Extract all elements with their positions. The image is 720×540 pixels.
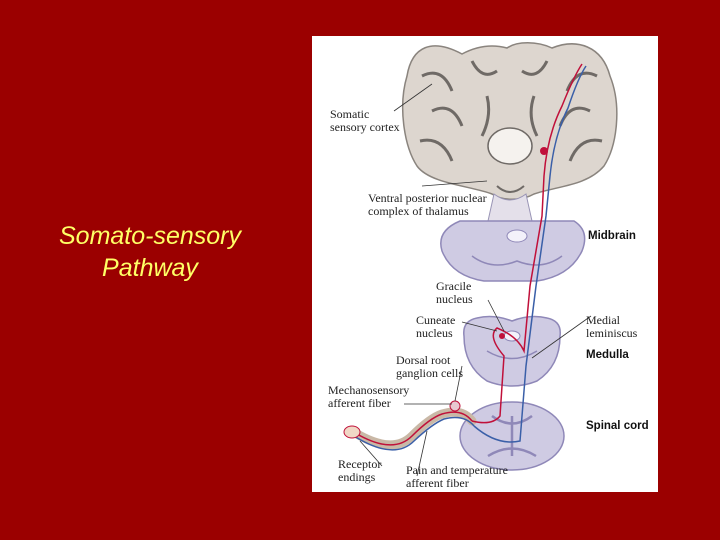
region-label-spinal-cord: Spinal cord [586,420,649,432]
midbrain-section [441,221,585,281]
brain-coronal-section [403,43,617,200]
label-somatic-sensory-cortex: Somatic sensory cortex [330,107,400,134]
label-mechanosensory-fiber: Mechanosensory afferent fiber [328,383,410,410]
label-thalamus: Ventral posterior nuclear complex of thalamus [368,191,487,218]
region-label-medulla: Medulla [586,349,629,361]
medulla-section [464,317,560,386]
label-dorsal-root-ganglion: Dorsal root ganglion cells [396,353,463,380]
label-receptor-endings: Receptor endings [338,457,382,484]
spinal-cord-section [460,402,564,470]
label-gracile-nucleus: Gracile nucleus [436,279,473,306]
slide-title-line-1: Somato-sensory [58,222,242,250]
label-cuneate-nucleus: Cuneate nucleus [416,313,456,340]
region-label-midbrain: Midbrain [588,230,636,242]
slide-title-line-2: Pathway [102,254,198,282]
slide-title [20,220,280,284]
label-pain-temperature-fiber: Pain and temperature afferent fiber [406,463,508,490]
pathway-figure [312,36,658,492]
label-medial-lemniscus: Medial leminiscus [586,313,638,340]
